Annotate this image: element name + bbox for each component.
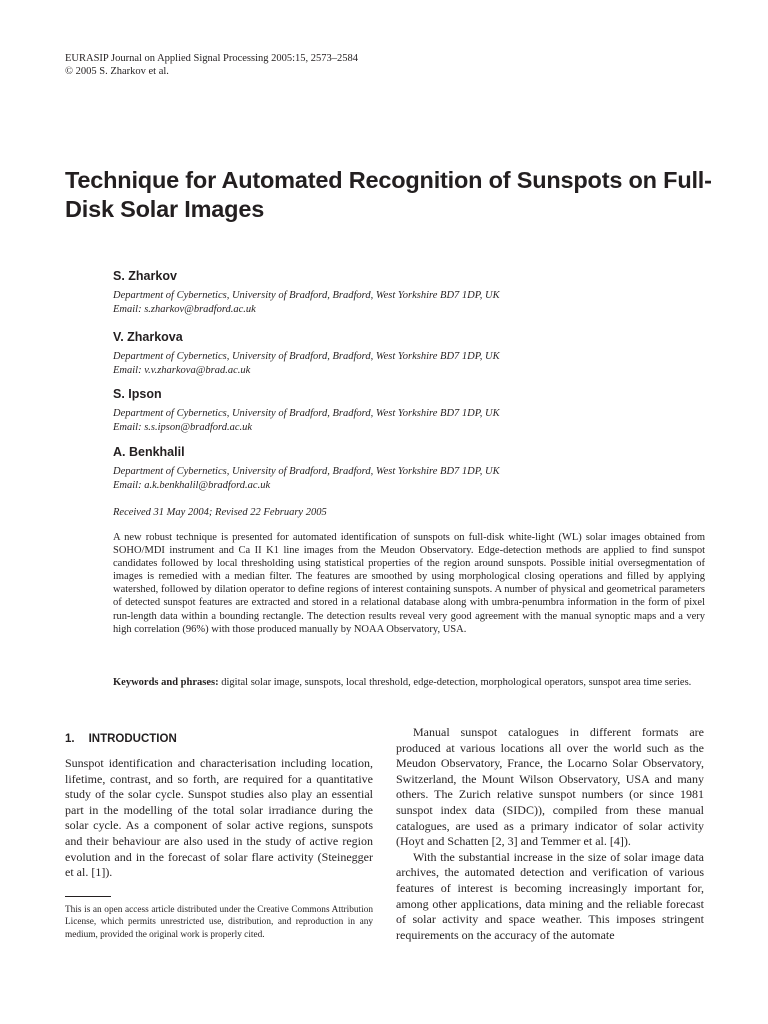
section-title: INTRODUCTION — [88, 733, 177, 745]
author-affiliation: Department of Cybernetics, University of Bradford, Bradford, West Yorkshire BD7 1DP, UK — [113, 290, 500, 301]
keywords-text: digital solar image, sunspots, local threshold, edge-detection, morphological operators, sunspot area time series. — [218, 677, 692, 688]
footnote: This is an open access article distributed under the Creative Commons Attribution License, which permits unrestricted use, distribution, and reproduction in any medium, provided the original work is properly cited. — [65, 905, 373, 940]
paragraph: Manual sunspot catalogues in different formats are produced at various locations all over the world such as the Meudon Observatory, France, the Locarno Solar Observatory, Switzerland, the Mount Wilson Observatory, USA and many others. The Zurich relative sunspot numbers (or since 1981 sunspot index data (SIDC)), compiled from these manual catalogues, are used as a primary indicator of solar activity (Hoyt and Schatten [2, 3] and Temmer et al. [4]). — [396, 725, 704, 849]
author-affiliation: Department of Cybernetics, University of Bradford, Bradford, West Yorkshire BD7 1DP, UK — [113, 408, 500, 419]
author-affiliation: Department of Cybernetics, University of Bradford, Bradford, West Yorkshire BD7 1DP, UK — [113, 466, 500, 477]
keywords-label: Keywords and phrases: — [113, 677, 219, 688]
author-name: S. Ipson — [113, 387, 162, 401]
paragraph: Sunspot identification and characterisation including location, lifetime, contrast, and so forth, are required for a quantitative study of the solar cycle. Sunspot studies also play an essential part in the modelling of the total solar irradiance during the solar cycle. As a component of solar active regions, sunspots and their behaviour are also used in the study of active region evolution and in the forecast of solar flare activity (Steinegger et al. [1]). — [65, 756, 373, 880]
author-name: A. Benkhalil — [113, 445, 185, 459]
copyright-line: © 2005 S. Zharkov et al. — [65, 66, 169, 77]
author-affiliation: Department of Cybernetics, University of Bradford, Bradford, West Yorkshire BD7 1DP, UK — [113, 351, 500, 362]
section-number: 1. — [65, 733, 75, 745]
author-block — [113, 329, 673, 378]
author-name: S. Zharkov — [113, 269, 177, 283]
author-block — [113, 386, 673, 435]
journal-header — [65, 52, 358, 78]
journal-citation: EURASIP Journal on Applied Signal Processing 2005:15, 2573–2584 — [65, 53, 359, 64]
paragraph: With the substantial increase in the size of solar image data archives, the automated detection and verification of various features of interest is becoming increasingly important for, among other applications, data mining and the reliable forecast of solar activity and space weather. This imposes stringent requirements on the accuracy of the automate — [396, 849, 704, 942]
abstract: A new robust technique is presented for automated identification of sunspots on full-disk white-light (WL) solar images obtained from SOHO/MDI instrument and Ca II K1 line images from the Meudon Observatory. Edge-detection methods are applied to find sunspot candidates followed by local thresholding using statistical properties of the region around sunspots. Possible initial oversegmentation of images is remedied with a median filter. The features are smoothed by using morphological closing operations and filled by applying watershed, followed by dilation operator to define regions of interest containing sunspots. A number of physical and geometrical parameters of detected sunspot features are extracted and stored in a relational database along with umbra-penumbra information in the form of pixel run-length data within a bounding rectangle. The detection results reveal very good agreement with the manual synoptic maps and a very high correlation (96%) with those produced manually by NOAA Observatory, USA. — [113, 532, 705, 635]
footnote-rule — [65, 896, 111, 897]
received-dates: Received 31 May 2004; Revised 22 February 2005 — [113, 507, 327, 518]
author-email: Email: a.k.benkhalil@bradford.ac.uk — [113, 480, 271, 491]
keywords — [113, 676, 705, 689]
author-name: V. Zharkova — [113, 330, 183, 344]
author-email: Email: s.zharkov@bradford.ac.uk — [113, 304, 256, 315]
author-block — [113, 268, 673, 317]
left-column — [65, 756, 373, 881]
author-email: Email: s.s.ipson@bradford.ac.uk — [113, 422, 253, 433]
paper-title: Technique for Automated Recognition of Sunspots on Full-Disk Solar Images — [65, 167, 712, 222]
right-column — [396, 725, 704, 943]
section-heading — [65, 733, 177, 745]
author-email: Email: v.v.zharkova@brad.ac.uk — [113, 365, 251, 376]
author-block — [113, 444, 673, 493]
